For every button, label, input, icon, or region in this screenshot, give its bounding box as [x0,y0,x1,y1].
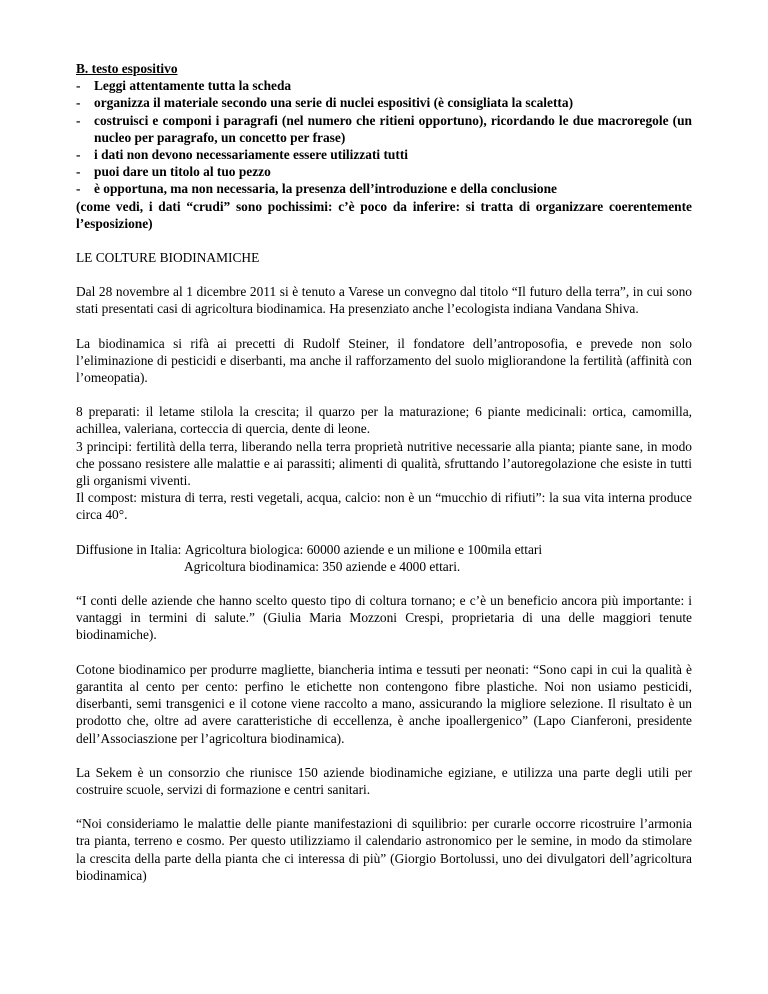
section-label: B. testo espositivo [76,61,178,76]
instruction-item: - Leggi attentamente tutta la scheda [76,78,292,94]
diffusion-block [76,541,692,575]
bullet-dash: - [76,147,81,163]
instruction-item: - è opportuna, ma non necessaria, la presenza dell’introduzione e della conclusione [76,181,557,197]
bullet-dash: - [76,95,81,111]
paragraph-steiner: La biodinamica si rifà ai precetti di Rudolf Steiner, il fondatore dell’antroposofia, e prevede non solo l’eliminazione di pesticidi e diserbanti, ma anche il rafforzamento del suolo migliorandone la fertilità (affinità con l’omeopatia). [76,335,692,386]
paragraph-sekem: La Sekem è un consorzio che riunisce 150 aziende biodinamiche egiziane, e utilizza una parte degli utili per costruire scuole, servizi di formazione e centri sanitari. [76,764,692,797]
bullet-dash: - [76,164,81,180]
paragraph-preparati: 8 preparati: il letame stilola la crescita; il quarzo per la maturazione; 6 piante medicinali: ortica, camomilla, achillea, valeriana, corteccia di quercia, dente di leone. [76,404,692,437]
instruction-item: - organizza il materiale secondo una serie di nuclei espositivi (è consigliata la scaletta) [76,95,574,111]
diffusion-biologica: Agricoltura biologica: 60000 aziende e un milione e 100mila ettari [184,541,543,557]
instruction-note: (come vedi, i dati “crudi” sono pochissimi: c’è poco da inferire: si tratta di organizzare coerentemente l’esposizione) [76,198,692,231]
paragraph-intro: Dal 28 novembre al 1 dicembre 2011 si è tenuto a Varese un convegno dal titolo “Il futuro della terra”, in cui sono stati presentati casi di agricoltura biodinamica. Ha presenziato anche l’ecologista indiana Vandana Shiva. [76,284,692,317]
diffusion-row-biologica [76,541,692,558]
instruction-list [76,77,692,197]
paragraph-group-facts [76,403,692,523]
paragraph-compost: Il compost: mistura di terra, resti vegetali, acqua, calcio: non è un “mucchio di rifiuti”: la sua vita interna produce circa 40°. [76,490,692,523]
section-heading [76,60,692,77]
bullet-dash: - [76,78,81,94]
instruction-item: - puoi dare un titolo al tuo pezzo [76,164,271,180]
bullet-dash: - [76,181,81,197]
diffusion-biodinamica: Agricoltura biodinamica: 350 aziende e 4000 ettari. [184,558,461,574]
paragraph-cotone: Cotone biodinamico per produrre magliette, biancheria intima e tessuti per neonati: “Sono capi in cui la qualità è garantita al cento per cento: perfino le etichette non contengono fibre plastiche. Noi non usiamo pesticidi, diserbanti, semi transgenici e il cotone viene raccolto a mano, assicurando la migliore selezione. Il risultato è un prodotto che, oltre ad avere caratteristiche di eccellenza, è anche ipoallergenico” (Lapo Cianferoni, presidente dell’Associaszione per l’agricoltura biodinamica). [76,661,692,746]
instruction-item: - costruisci e componi i paragrafi (nel numero che ritieni opportuno), ricordando le due macroregole (un nucleo per paragrafo, un concetto per frase) [76,112,692,145]
bullet-dash: - [76,112,81,128]
article-title: LE COLTURE BIODINAMICHE [76,250,260,266]
paragraph-principi: 3 principi: fertilità della terra, liberando nella terra proprietà nutritive necessarie alla pianta; piante sane, in modo che possano resistere alle malattie e ai parassiti; alimenti di qualità, sfruttando l’autoregolazione che esiste in tutti gli organismi viventi. [76,438,692,489]
instruction-item: - i dati non devono necessariamente essere utilizzati tutti [76,147,409,163]
document-page [76,60,692,884]
diffusion-label: Diffusione in Italia: [76,541,182,557]
quote-crespi: “I conti delle aziende che hanno scelto questo tipo di coltura tornano; e c’è un beneficio ancora più importante: i vantaggi in termini di salute.” (Giulia Maria Mozzoni Crespi, proprietaria di una delle maggiori tenute biodinamiche). [76,593,692,643]
quote-bortolussi: “Noi consideriamo le malattie delle piante manifestazioni di squilibrio: per curarle occorre ricostruire l’armonia tra pianta, terreno e cosmo. Per questo utilizziamo il calendario astronomico per le semine, in modo da stimolare la crescita della parte della pianta che ci interessa di più” (Giorgio Bortolussi, uno dei divulgatori dell’agricoltura biodinamica) [76,816,692,883]
